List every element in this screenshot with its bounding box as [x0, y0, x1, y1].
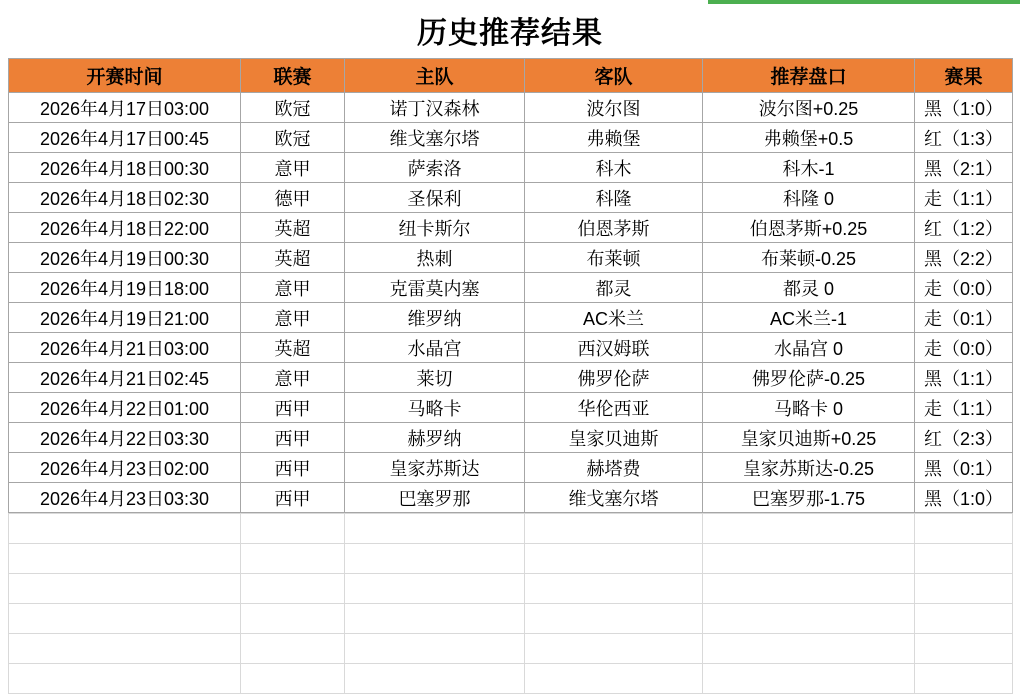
cell-away-team: 伯恩茅斯 [525, 213, 703, 243]
empty-cell[interactable] [915, 664, 1013, 694]
empty-cell[interactable] [9, 574, 241, 604]
empty-cell[interactable] [915, 574, 1013, 604]
cell-home-team: 纽卡斯尔 [345, 213, 525, 243]
cell-league: 西甲 [241, 483, 345, 513]
table-body [9, 93, 1013, 513]
cell-recommended-line: 波尔图+0.25 [703, 93, 915, 123]
table-row [9, 213, 1013, 243]
empty-row [9, 634, 1013, 664]
cell-result: 走（0:0） [915, 333, 1013, 363]
empty-cells-area [8, 513, 1012, 694]
cell-league: 欧冠 [241, 93, 345, 123]
cell-league: 英超 [241, 243, 345, 273]
cell-time: 2026年4月19日00:30 [9, 243, 241, 273]
empty-row [9, 604, 1013, 634]
cell-recommended-line: 伯恩茅斯+0.25 [703, 213, 915, 243]
cell-away-team: 弗赖堡 [525, 123, 703, 153]
cell-recommended-line: AC米兰-1 [703, 303, 915, 333]
empty-cell[interactable] [9, 514, 241, 544]
table-row [9, 123, 1013, 153]
empty-cell[interactable] [345, 514, 525, 544]
cell-recommended-line: 布莱顿-0.25 [703, 243, 915, 273]
table-row [9, 483, 1013, 513]
empty-cell[interactable] [703, 544, 915, 574]
table-row [9, 393, 1013, 423]
table-row [9, 333, 1013, 363]
cell-home-team: 水晶宫 [345, 333, 525, 363]
cell-result: 红（1:3） [915, 123, 1013, 153]
empty-cell[interactable] [241, 544, 345, 574]
top-accent-bar [708, 0, 1020, 4]
results-table [8, 58, 1013, 513]
cell-recommended-line: 弗赖堡+0.5 [703, 123, 915, 153]
empty-row [9, 664, 1013, 694]
table-row [9, 153, 1013, 183]
cell-recommended-line: 皇家贝迪斯+0.25 [703, 423, 915, 453]
cell-away-team: 维戈塞尔塔 [525, 483, 703, 513]
cell-away-team: 科木 [525, 153, 703, 183]
empty-grid [8, 513, 1013, 694]
cell-league: 德甲 [241, 183, 345, 213]
empty-cell[interactable] [345, 604, 525, 634]
cell-time: 2026年4月19日18:00 [9, 273, 241, 303]
cell-time: 2026年4月18日00:30 [9, 153, 241, 183]
empty-cell[interactable] [525, 604, 703, 634]
cell-league: 西甲 [241, 393, 345, 423]
table-row [9, 303, 1013, 333]
column-header-home-team: 主队 [345, 59, 525, 93]
table-row [9, 93, 1013, 123]
empty-row [9, 574, 1013, 604]
table-row [9, 273, 1013, 303]
cell-recommended-line: 佛罗伦萨-0.25 [703, 363, 915, 393]
empty-row [9, 514, 1013, 544]
cell-home-team: 克雷莫内塞 [345, 273, 525, 303]
cell-time: 2026年4月23日03:30 [9, 483, 241, 513]
cell-league: 意甲 [241, 363, 345, 393]
table-row [9, 183, 1013, 213]
empty-cell[interactable] [241, 634, 345, 664]
empty-cell[interactable] [345, 574, 525, 604]
cell-away-team: 布莱顿 [525, 243, 703, 273]
empty-cell[interactable] [525, 574, 703, 604]
cell-result: 黑（1:1） [915, 363, 1013, 393]
empty-cell[interactable] [241, 574, 345, 604]
cell-time: 2026年4月21日02:45 [9, 363, 241, 393]
empty-cell[interactable] [703, 514, 915, 544]
column-header-result: 赛果 [915, 59, 1013, 93]
table-row [9, 423, 1013, 453]
cell-recommended-line: 马略卡 0 [703, 393, 915, 423]
cell-time: 2026年4月22日01:00 [9, 393, 241, 423]
cell-result: 黑（2:2） [915, 243, 1013, 273]
empty-cell[interactable] [525, 634, 703, 664]
cell-time: 2026年4月18日02:30 [9, 183, 241, 213]
cell-league: 西甲 [241, 423, 345, 453]
cell-home-team: 皇家苏斯达 [345, 453, 525, 483]
cell-result: 红（1:2） [915, 213, 1013, 243]
column-header-league: 联赛 [241, 59, 345, 93]
cell-league: 英超 [241, 213, 345, 243]
empty-cell[interactable] [241, 604, 345, 634]
cell-away-team: 皇家贝迪斯 [525, 423, 703, 453]
cell-home-team: 维戈塞尔塔 [345, 123, 525, 153]
cell-recommended-line: 巴塞罗那-1.75 [703, 483, 915, 513]
cell-home-team: 马略卡 [345, 393, 525, 423]
cell-away-team: 西汉姆联 [525, 333, 703, 363]
cell-time: 2026年4月17日03:00 [9, 93, 241, 123]
cell-result: 走（1:1） [915, 393, 1013, 423]
cell-home-team: 萨索洛 [345, 153, 525, 183]
empty-cell[interactable] [9, 664, 241, 694]
empty-cell[interactable] [9, 634, 241, 664]
cell-time: 2026年4月18日22:00 [9, 213, 241, 243]
empty-cell[interactable] [241, 664, 345, 694]
empty-cell[interactable] [9, 544, 241, 574]
cell-recommended-line: 都灵 0 [703, 273, 915, 303]
cell-time: 2026年4月21日03:00 [9, 333, 241, 363]
cell-league: 意甲 [241, 153, 345, 183]
empty-cell[interactable] [703, 574, 915, 604]
cell-home-team: 圣保利 [345, 183, 525, 213]
empty-cell[interactable] [703, 604, 915, 634]
table-row [9, 243, 1013, 273]
cell-home-team: 诺丁汉森林 [345, 93, 525, 123]
table-row [9, 363, 1013, 393]
cell-home-team: 赫罗纳 [345, 423, 525, 453]
empty-cell[interactable] [915, 604, 1013, 634]
empty-cell[interactable] [525, 544, 703, 574]
empty-cell[interactable] [915, 544, 1013, 574]
cell-time: 2026年4月17日00:45 [9, 123, 241, 153]
cell-recommended-line: 皇家苏斯达-0.25 [703, 453, 915, 483]
empty-cell[interactable] [9, 604, 241, 634]
table-header-row [9, 59, 1013, 93]
cell-home-team: 莱切 [345, 363, 525, 393]
cell-recommended-line: 水晶宫 0 [703, 333, 915, 363]
cell-result: 黑（0:1） [915, 453, 1013, 483]
cell-league: 西甲 [241, 453, 345, 483]
cell-result: 走（1:1） [915, 183, 1013, 213]
cell-result: 黑（1:0） [915, 93, 1013, 123]
cell-result: 走（0:1） [915, 303, 1013, 333]
cell-recommended-line: 科隆 0 [703, 183, 915, 213]
cell-time: 2026年4月19日21:00 [9, 303, 241, 333]
empty-cell[interactable] [915, 634, 1013, 664]
cell-home-team: 巴塞罗那 [345, 483, 525, 513]
empty-cell[interactable] [345, 664, 525, 694]
cell-result: 走（0:0） [915, 273, 1013, 303]
empty-cell[interactable] [703, 664, 915, 694]
cell-time: 2026年4月23日02:00 [9, 453, 241, 483]
cell-away-team: 都灵 [525, 273, 703, 303]
cell-away-team: 华伦西亚 [525, 393, 703, 423]
cell-away-team: 波尔图 [525, 93, 703, 123]
empty-cell[interactable] [915, 514, 1013, 544]
empty-cell[interactable] [241, 514, 345, 544]
cell-home-team: 热刺 [345, 243, 525, 273]
column-header-recommended-line: 推荐盘口 [703, 59, 915, 93]
empty-cell[interactable] [525, 514, 703, 544]
cell-away-team: AC米兰 [525, 303, 703, 333]
empty-cell[interactable] [525, 664, 703, 694]
empty-cell[interactable] [345, 544, 525, 574]
table-row [9, 453, 1013, 483]
empty-row [9, 544, 1013, 574]
column-header-time: 开赛时间 [9, 59, 241, 93]
page-title: 历史推荐结果 [417, 17, 603, 50]
cell-time: 2026年4月22日03:30 [9, 423, 241, 453]
cell-recommended-line: 科木-1 [703, 153, 915, 183]
cell-home-team: 维罗纳 [345, 303, 525, 333]
cell-away-team: 科隆 [525, 183, 703, 213]
column-header-away-team: 客队 [525, 59, 703, 93]
results-table-container [8, 58, 1012, 513]
cell-away-team: 佛罗伦萨 [525, 363, 703, 393]
cell-result: 黑（2:1） [915, 153, 1013, 183]
cell-league: 意甲 [241, 273, 345, 303]
cell-league: 英超 [241, 333, 345, 363]
empty-cell[interactable] [345, 634, 525, 664]
cell-league: 意甲 [241, 303, 345, 333]
cell-league: 欧冠 [241, 123, 345, 153]
cell-result: 红（2:3） [915, 423, 1013, 453]
cell-away-team: 赫塔费 [525, 453, 703, 483]
cell-result: 黑（1:0） [915, 483, 1013, 513]
empty-cell[interactable] [703, 634, 915, 664]
